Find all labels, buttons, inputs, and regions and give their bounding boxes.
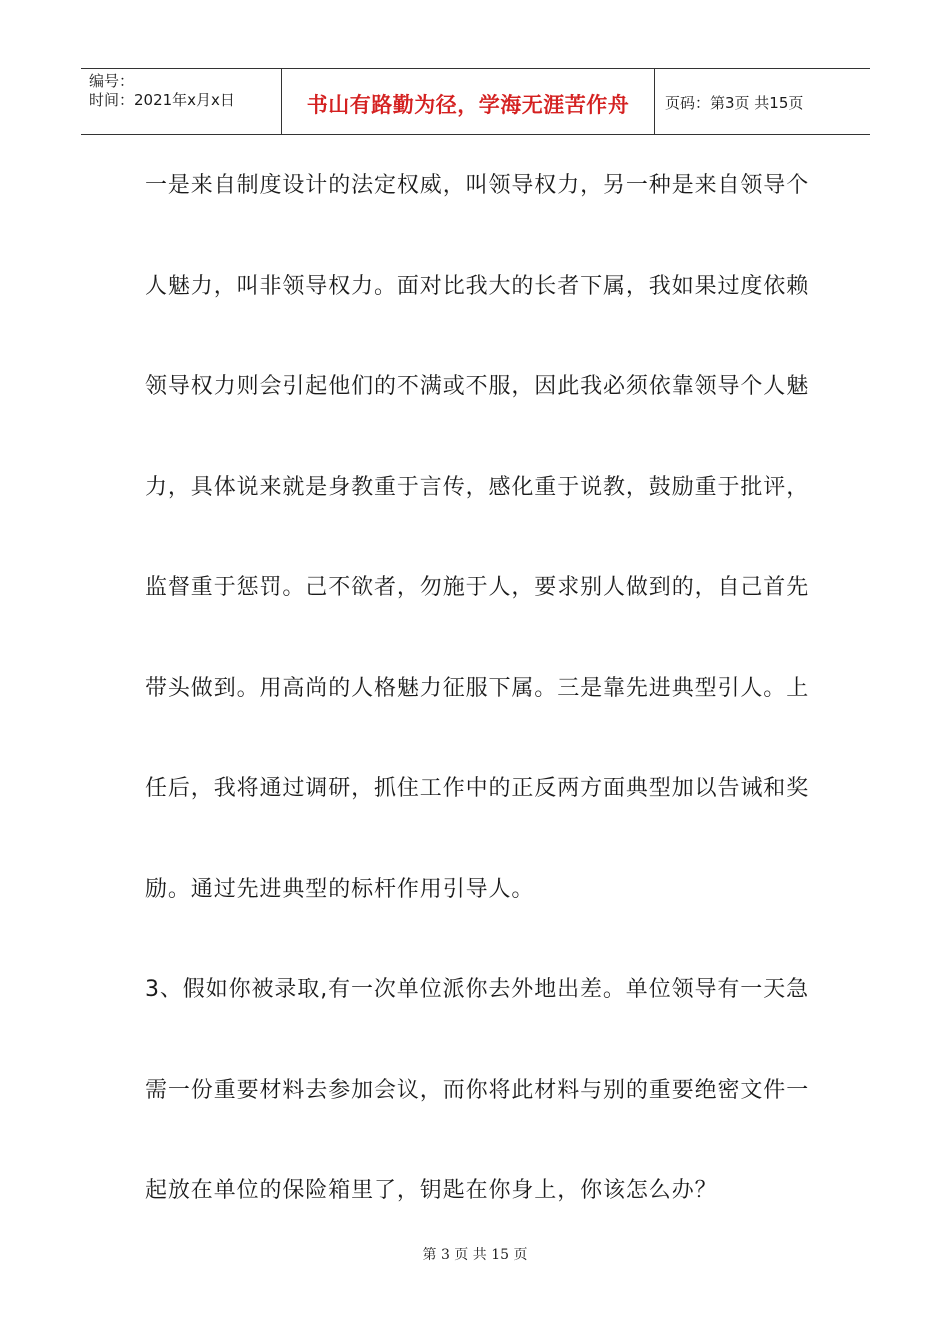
body-line: 任后，我将通过调研，抓住工作中的正反两方面典型加以告诫和奖 <box>145 776 810 801</box>
header-motto: 书山有路勤为径，学海无涯苦作舟 <box>306 92 630 117</box>
question-line: 3、假如你被录取,有一次单位派你去外地出差。单位领导有一天急 <box>145 977 809 1002</box>
body-line: 监督重于惩罚。己不欲者，勿施于人，要求别人做到的，自己首先 <box>145 575 810 600</box>
document-body <box>145 158 810 1264</box>
body-line: 励。通过先进典型的标杆作用引导人。 <box>145 876 535 902</box>
header-page-info: 页码：第3页 共15页 <box>665 94 804 112</box>
date-label: 时间：2021年x月x日 <box>89 91 235 109</box>
question-line: 起放在单位的保险箱里了，钥匙在你身上，你该怎么办？ <box>145 1178 718 1203</box>
serial-number-label: 编号： <box>89 72 135 90</box>
body-line: 人魅力，叫非领导权力。面对比我大的长者下属，我如果过度依赖 <box>145 273 810 299</box>
body-line: 领导权力则会引起他们的不满或不服，因此我必须依靠领导个人魅 <box>145 374 810 399</box>
page-header <box>81 68 870 135</box>
body-line: 力，具体说来就是身教重于言传，感化重于说教，鼓励重于批评， <box>145 474 810 500</box>
body-line: 一是来自制度设计的法定权威，叫领导权力，另一种是来自领导个 <box>145 173 810 198</box>
header-motto-cell <box>282 69 655 134</box>
header-meta-cell <box>81 69 282 134</box>
question-line: 需一份重要材料去参加会议，而你将此材料与别的重要绝密文件一 <box>145 1077 810 1103</box>
page-footer: 第 3 页 共 15 页 <box>422 1247 528 1263</box>
header-page-cell <box>655 69 870 134</box>
body-line: 带头做到。用高尚的人格魅力征服下属。三是靠先进典型引人。上 <box>145 675 810 701</box>
